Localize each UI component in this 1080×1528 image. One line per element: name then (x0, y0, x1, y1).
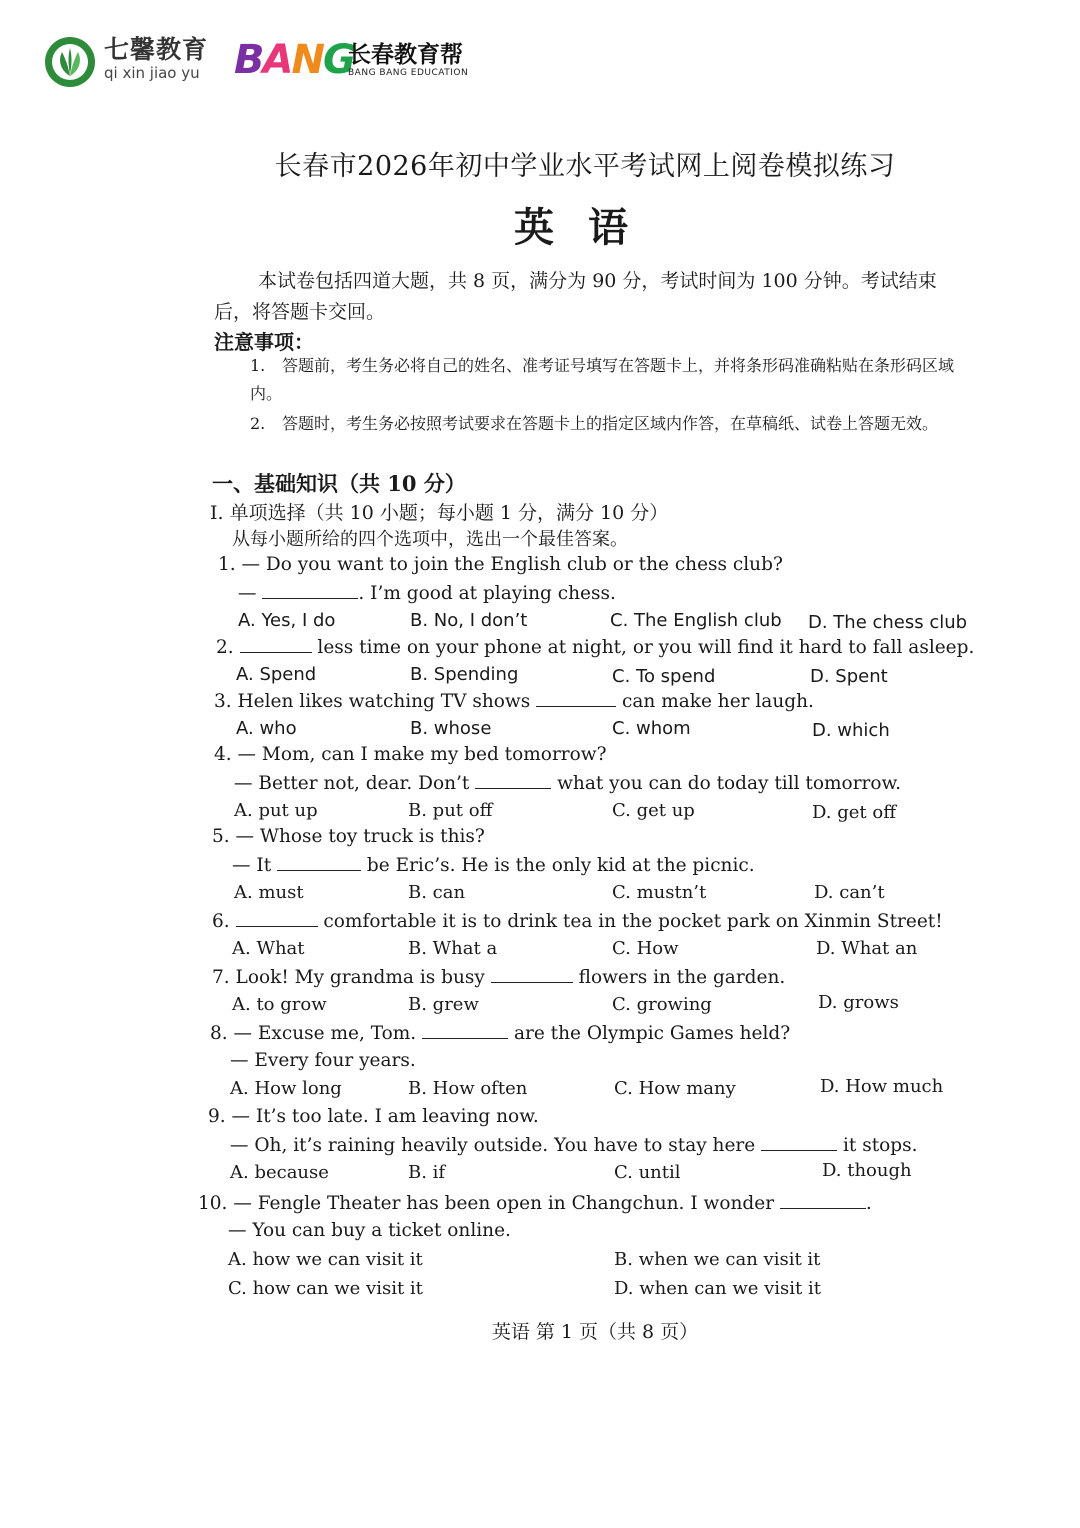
bang-brand (234, 37, 469, 83)
option-a[interactable]: A. must (234, 882, 304, 903)
option-a[interactable]: A. because (230, 1162, 329, 1183)
question-number: 3. (214, 691, 232, 712)
question-number: 7. (212, 967, 230, 988)
question-number: 10. (198, 1193, 228, 1214)
note-text: 答题时，考生务必按照考试要求在答题卡上的指定区域内作答，在草稿纸、试卷上答题无效。 (282, 414, 939, 433)
question-text: — Whose toy truck is this? (235, 826, 485, 847)
subject-title: 英语 (514, 204, 662, 251)
question-line (228, 1220, 511, 1241)
brand2-english: BANG BANG EDUCATION (348, 68, 469, 78)
part-instruction: 从每小题所给的四个选项中，选出一个最佳答案。 (232, 529, 628, 550)
answer-blank[interactable] (475, 772, 551, 789)
question-text: less time on your phone at night, or you will find it hard to fall asleep. (311, 637, 975, 658)
question-text: Helen likes watching TV shows (237, 691, 537, 712)
question-text: it stops. (837, 1135, 918, 1156)
option-b[interactable]: B. when we can visit it (614, 1249, 821, 1270)
answer-blank[interactable] (536, 690, 616, 707)
answer-blank[interactable] (240, 636, 312, 653)
question-line (234, 772, 901, 794)
question-text: — Every four years. (230, 1050, 416, 1071)
question-line (212, 826, 485, 847)
answer-blank[interactable] (761, 1134, 837, 1151)
note-number: 1. (250, 356, 266, 375)
question-text: — It (232, 855, 278, 876)
option-d[interactable]: D. can’t (814, 882, 885, 903)
option-b[interactable]: B. can (408, 882, 466, 903)
answer-blank[interactable] (236, 910, 318, 927)
question-text: Look! My grandma is busy (235, 967, 491, 988)
option-c[interactable]: C. How (612, 938, 679, 959)
option-c[interactable]: C. growing (612, 994, 712, 1015)
option-b[interactable]: B. grew (408, 994, 479, 1015)
note-item (250, 410, 964, 438)
question-number: 2. (216, 637, 234, 658)
option-a[interactable]: A. to grow (232, 994, 327, 1015)
notes-title: 注意事项： (214, 330, 314, 354)
question-line (212, 910, 943, 932)
part-heading: I. 单项选择（共 10 小题；每小题 1 分，满分 10 分） (210, 502, 669, 524)
question-text: are the Olympic Games held? (508, 1023, 791, 1044)
question-text: — Fengle Theater has been open in Changchun. I wonder (233, 1193, 780, 1214)
question-line (210, 1022, 790, 1044)
question-text: — Mom, can I make my bed tomorrow? (237, 744, 607, 765)
question-line (230, 1134, 918, 1156)
brand1-pinyin: qi xin jiao yu (104, 64, 200, 82)
question-number: 4. (214, 744, 232, 765)
question-line (230, 1050, 416, 1071)
question-line (238, 582, 616, 604)
qixin-logo-icon (44, 36, 96, 88)
question-text: — It’s too late. I am leaving now. (231, 1106, 539, 1127)
option-d[interactable]: D. grows (818, 992, 899, 1013)
option-a[interactable]: A. how we can visit it (228, 1249, 423, 1270)
answer-blank[interactable] (422, 1022, 508, 1039)
option-b[interactable]: B. No, I don’t (410, 610, 528, 631)
page-footer: 英语 第 1 页（共 8 页） (491, 1321, 699, 1343)
question-line (218, 554, 783, 575)
option-d[interactable]: D. when can we visit it (614, 1278, 821, 1299)
answer-blank[interactable] (780, 1192, 866, 1209)
bang-logo: BANG (234, 37, 354, 83)
header-logos (44, 36, 644, 92)
option-c[interactable]: C. whom (612, 718, 691, 739)
option-d[interactable]: D. get off (812, 802, 896, 823)
question-line (212, 966, 785, 988)
question-line (214, 690, 814, 712)
question-number: 6. (212, 911, 230, 932)
option-a[interactable]: A. What (232, 938, 305, 959)
question-number: 5. (212, 826, 230, 847)
exam-intro: 本试卷包括四道大题，共 8 页，满分为 90 分，考试时间为 100 分钟。考试结束后，将答题卡交回。 (214, 270, 937, 323)
option-c[interactable]: C. To spend (612, 666, 716, 687)
question-text: — (238, 583, 263, 604)
section-heading: 一、基础知识（共 10 分） (212, 471, 466, 496)
question-line (232, 854, 755, 876)
option-a[interactable]: A. put up (234, 800, 318, 821)
option-d[interactable]: D. which (812, 720, 890, 741)
option-b[interactable]: B. What a (408, 938, 498, 959)
qixin-brand (104, 36, 208, 82)
question-text: — Oh, it’s raining heavily outside. You have to stay here (230, 1135, 762, 1156)
question-text: — You can buy a ticket online. (228, 1220, 511, 1241)
question-text: be Eric’s. He is the only kid at the picnic. (361, 855, 755, 876)
option-d[interactable]: D. The chess club (808, 612, 968, 633)
question-number: 8. (210, 1023, 228, 1044)
exam-title: 长春市2026年初中学业水平考试网上阅卷模拟练习 (274, 151, 896, 182)
question-number: 9. (208, 1106, 226, 1127)
option-a[interactable]: A. How long (230, 1078, 342, 1099)
option-d[interactable]: D. Spent (810, 666, 888, 687)
answer-blank[interactable] (491, 966, 573, 983)
answer-blank[interactable] (277, 854, 361, 871)
question-text: what you can do today till tomorrow. (551, 773, 902, 794)
option-c[interactable]: C. get up (612, 800, 695, 821)
question-text: — Do you want to join the English club or the chess club? (241, 554, 783, 575)
brand1-chinese: 七馨教育 (104, 35, 209, 64)
option-a[interactable]: A. who (236, 718, 297, 739)
option-d[interactable]: D. though (822, 1160, 912, 1181)
question-line (198, 1192, 872, 1214)
question-line (208, 1106, 539, 1127)
option-a[interactable]: A. Yes, I do (238, 610, 336, 631)
question-text: can make her laugh. (616, 691, 814, 712)
bang-brand-text (348, 42, 468, 78)
question-text: . I’m good at playing chess. (358, 583, 616, 604)
question-text: . (865, 1193, 872, 1214)
note-text: 答题前，考生务必将自己的姓名、准考证号填写在答题卡上，并将条形码准确粘贴在条形码区域内。 (250, 356, 955, 403)
question-text: flowers in the garden. (572, 967, 786, 988)
question-text: comfortable it is to drink tea in the pocket park on Xinmin Street! (317, 911, 943, 932)
option-c[interactable]: C. The English club (610, 610, 782, 631)
option-b[interactable]: B. whose (410, 718, 492, 739)
option-c[interactable]: C. until (614, 1162, 681, 1183)
option-b[interactable]: B. if (408, 1162, 446, 1183)
option-c[interactable]: C. How many (614, 1078, 736, 1099)
question-number: 1. (218, 554, 236, 575)
option-a[interactable]: A. Spend (236, 664, 317, 685)
option-c[interactable]: C. mustn’t (612, 882, 707, 903)
option-b[interactable]: B. Spending (410, 664, 519, 685)
question-text: — Excuse me, Tom. (233, 1023, 423, 1044)
question-line (214, 744, 607, 765)
option-d[interactable]: D. How much (820, 1076, 944, 1097)
note-item (250, 352, 964, 408)
option-c[interactable]: C. how can we visit it (228, 1278, 423, 1299)
answer-blank[interactable] (262, 582, 358, 599)
brand2-chinese: 长春教育帮 (348, 42, 463, 68)
question-line (216, 636, 974, 658)
note-number: 2. (250, 414, 266, 433)
option-b[interactable]: B. How often (408, 1078, 528, 1099)
question-text: — Better not, dear. Don’t (234, 773, 476, 794)
option-d[interactable]: D. What an (816, 938, 918, 959)
option-b[interactable]: B. put off (408, 800, 493, 821)
